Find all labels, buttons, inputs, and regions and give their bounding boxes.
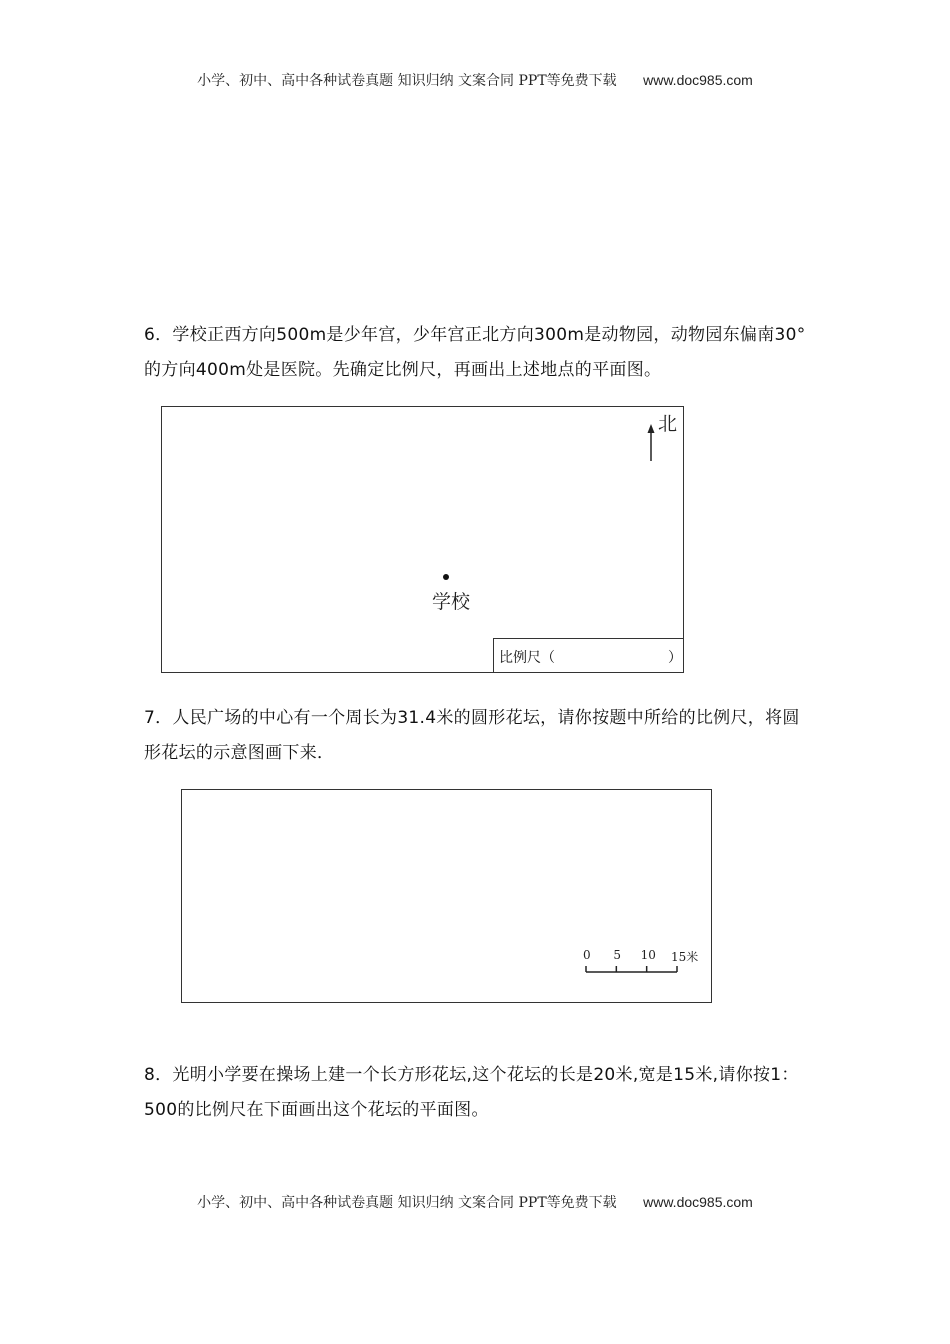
header-text: 小学、初中、高中各种试卷真题 知识归纳 文案合同 PPT等免费下载 bbox=[197, 73, 617, 89]
scale-label: 比例尺（ bbox=[499, 650, 555, 666]
scale-input-cell bbox=[493, 638, 684, 673]
header-site: www.doc985.com bbox=[643, 72, 753, 88]
question-6: 6．学校正西方向500m是少年宫，少年宫正北方向300m是动物园，动物园东偏南30°的方向400m处是医院。先确定比例尺，再画出上述地点的平面图。 bbox=[144, 325, 806, 380]
north-label: 北 bbox=[658, 413, 678, 435]
question-7: 7．人民广场的中心有一个周长为31.4米的圆形花坛，请你按题中所给的比例尺，将圆形花坛的示意图画下来． bbox=[144, 708, 800, 763]
footer-site: www.doc985.com bbox=[643, 1194, 753, 1210]
scale-tick-label: 5 bbox=[613, 948, 621, 962]
flowerbed-figure bbox=[181, 789, 712, 1003]
scale-tick-label: 0 bbox=[583, 948, 591, 962]
footer-text: 小学、初中、高中各种试卷真题 知识归纳 文案合同 PPT等免费下载 bbox=[197, 1195, 617, 1211]
school-point bbox=[443, 574, 449, 580]
page-footer bbox=[0, 1192, 950, 1212]
scale-tick-label: 15米 bbox=[671, 950, 699, 964]
scale-tick-label: 10 bbox=[640, 948, 656, 962]
map-figure bbox=[161, 406, 684, 673]
scale-bar bbox=[580, 948, 710, 982]
scale-paren-close: ） bbox=[668, 650, 682, 666]
school-label: 学校 bbox=[432, 591, 471, 613]
question-8: 8．光明小学要在操场上建一个长方形花坛,这个花坛的长是20米,宽是15米,请你按1：500的比例尺在下面画出这个花坛的平面图。 bbox=[144, 1065, 799, 1120]
page-header bbox=[0, 70, 950, 90]
